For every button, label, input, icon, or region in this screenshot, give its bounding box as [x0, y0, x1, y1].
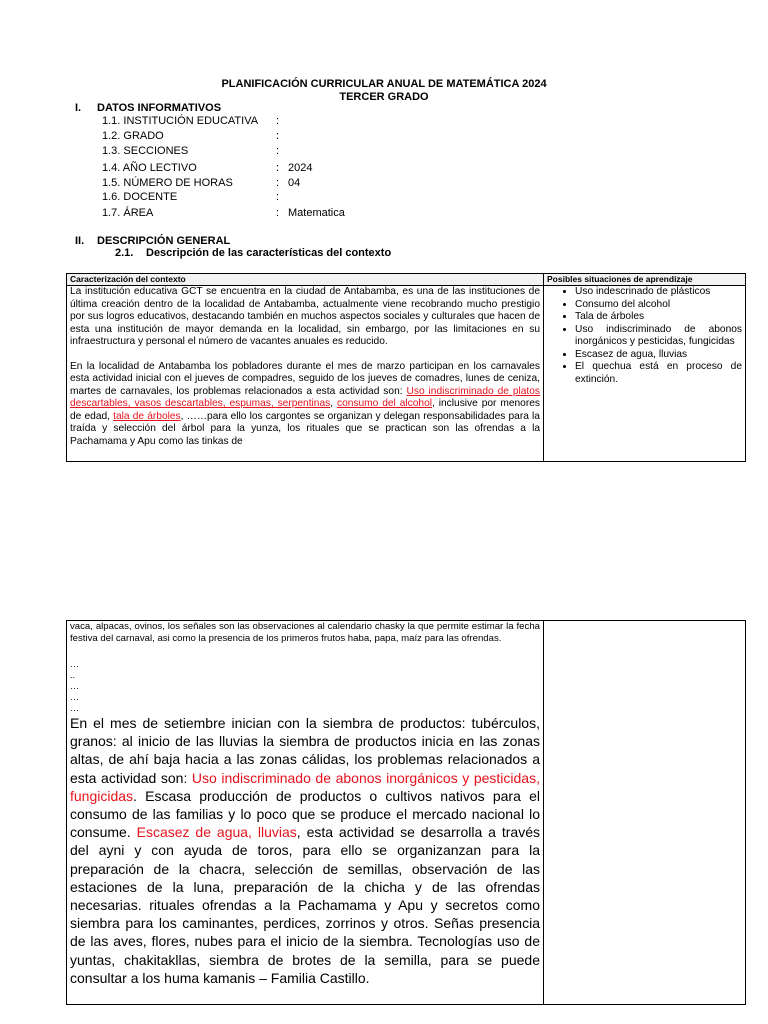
section-2-number: II.	[75, 235, 85, 247]
context-table-continued	[66, 620, 746, 1005]
ellipsis-line: …	[70, 681, 79, 691]
info-label: 1.4. AÑO LECTIVO	[102, 162, 197, 174]
situation-item: • Consumo del alcohol	[575, 299, 742, 312]
context-cell-continued	[67, 621, 544, 1005]
situation-item: • Tala de árboles	[575, 311, 742, 324]
context-paragraph-rituals: vaca, alpacas, ovinos, los señales son las observaciones al calendario chasky la que permite estimar la fecha festiva del carnaval, asi como la presencia de los primeros frutos haba, papa, maíz para las ofrendas.	[70, 621, 540, 644]
info-value: 2024	[288, 162, 313, 174]
situation-item: • Uso indiscriminado de abonos inorgánicos y pesticidas, fungicidas	[575, 324, 742, 349]
context-cell	[67, 286, 544, 462]
context-paragraph-institution: La institución educativa GCT se encuentra en la ciudad de Antabamba, es una de las instituciones de última creación dentro de la localidad de Antabamba, actualmente viene recobrando mucho prestigio por sus logros educativos, destacando también en muchos aspectos sociales y culturales que hacen de esta una institución de mayor demanda en la localidad, sin embargo, por las limitaciones en su infraestructura y personal el número de vacantes anuales es reducido.	[70, 286, 540, 347]
info-row-docente: 1.6. DOCENTE :	[102, 191, 280, 203]
info-row-institucion: 1.1. INSTITUCIÓN EDUCATIVA :	[102, 115, 280, 127]
section-1-heading	[75, 102, 221, 114]
ellipsis-line: …	[70, 703, 79, 713]
context-paragraph-carnival: En la localidad de Antabamba los pobladores durante el mes de marzo participan en los carnavales esta actividad inicial con el jueves de compadres, seguido de los jueves de comadres, lunes de ceniza, martes de carnavales, los problemas relacionados a esta actividad son: Uso indiscriminado de platos descartables, vasos descartables, espumas, serpentinas, consumo del alcohol, inclusive por menores de edad, tala de árboles, ……para ello los cargontes se organizan y delegan responsabilidades para la traída y selección del árbol para la yunza, los rituales que se practican son las ofrendas a la Pachamama y Apu como las tinkas de	[70, 360, 541, 447]
problem-highlight: Uso indiscriminado de platos descartables, vasos descartables, espumas, serpentinas	[70, 385, 541, 409]
info-label: 1.6. DOCENTE	[102, 191, 178, 203]
info-row-horas: 1.5. NÚMERO DE HORAS : 04	[102, 177, 301, 189]
situations-column-header: Posibles situaciones de aprendizaje	[544, 274, 746, 286]
context-table	[66, 273, 746, 462]
section-2-title: DESCRIPCIÓN GENERAL	[97, 235, 231, 247]
ellipsis-lines	[70, 659, 540, 714]
section-2-heading	[75, 235, 230, 247]
section-1-title: DATOS INFORMATIVOS	[97, 102, 222, 114]
ellipsis-line: ..	[70, 670, 76, 680]
section-1-number: I.	[75, 102, 82, 114]
situations-cell	[544, 286, 746, 462]
situation-item: • El quechua está en proceso de extinción.	[575, 361, 742, 386]
problem-highlight: Uso indiscriminado de abonos inorgánicos y pesticidas, fungicidas	[70, 769, 540, 804]
info-label: 1.3. SECCIONES	[102, 145, 189, 157]
info-value: 04	[288, 177, 301, 189]
ellipsis-line: …	[70, 692, 79, 702]
situation-item: • Uso indescrinado de plásticos	[575, 286, 742, 299]
document-subtitle: TERCER GRADO	[339, 91, 429, 103]
subsection-title: Descripción de las características del contexto	[146, 247, 392, 259]
info-label: 1.1. INSTITUCIÓN EDUCATIVA	[102, 115, 259, 127]
info-label: 1.7. ÁREA	[102, 207, 154, 219]
context-paragraph-sowing: En el mes de setiembre inician con la siembra de productos: tubérculos, granos: al inicio de las lluvias la siembra de productos inicia en las zonas altas, de ahí baja hacia a las zonas cálidas, los problemas relacionados a esta actividad son: Uso indiscriminado de abonos inorgánicos y pesticidas, fungicidas. Escasa producción de productos o cultivos nativos para el consumo de las familias y lo poco que se produce el mercado nacional lo consume. Escasez de agua, lluvias, esta actividad se desarrolla a través del ayni y con ayuda de toros, para ello se organizanzan para la preparación de la chacra, selección de semillas, observación de las estaciones de la luna, preparación de la chicha y de las ofrendas necesarias. rituales ofrendas a la Pachamama y Apu y secretos como siembra para los caminantes, perdices, zorrinos y otros. Señas presencia de las aves, flores, nubes para el inicio de la siembra. Tecnologías uso de yuntas, chakitakllas, siembra de brotes de la semilla, para se puede consultar a los huma kamanis – Familia Castillo.	[70, 715, 540, 986]
info-label: 1.5. NÚMERO DE HORAS	[102, 177, 233, 189]
subsection-heading	[115, 247, 391, 259]
situation-item: • Escasez de agua, lluvias	[575, 349, 742, 362]
ellipsis-line: …	[70, 659, 79, 669]
info-row-area: 1.7. ÁREA : Matematica	[102, 207, 345, 219]
context-column-header: Caracterización del contexto	[67, 274, 544, 286]
document-title: PLANIFICACIÓN CURRICULAR ANUAL DE MATEMÁTICA 2024	[221, 78, 547, 90]
info-label: 1.2. GRADO	[102, 130, 164, 142]
situations-list	[547, 286, 742, 386]
info-row-secciones: 1.3. SECCIONES :	[102, 145, 280, 157]
info-row-ano-lectivo: 1.4. AÑO LECTIVO : 2024	[102, 162, 313, 174]
info-value: Matematica	[288, 207, 345, 219]
problem-highlight: Escasez de agua, lluvias	[136, 824, 297, 841]
situations-cell-empty	[544, 621, 746, 1005]
info-row-grado: 1.2. GRADO :	[102, 130, 280, 142]
problem-highlight: consumo del alcohol	[336, 398, 433, 409]
problem-highlight: tala de árboles	[113, 410, 181, 422]
subsection-number: 2.1.	[115, 247, 134, 259]
